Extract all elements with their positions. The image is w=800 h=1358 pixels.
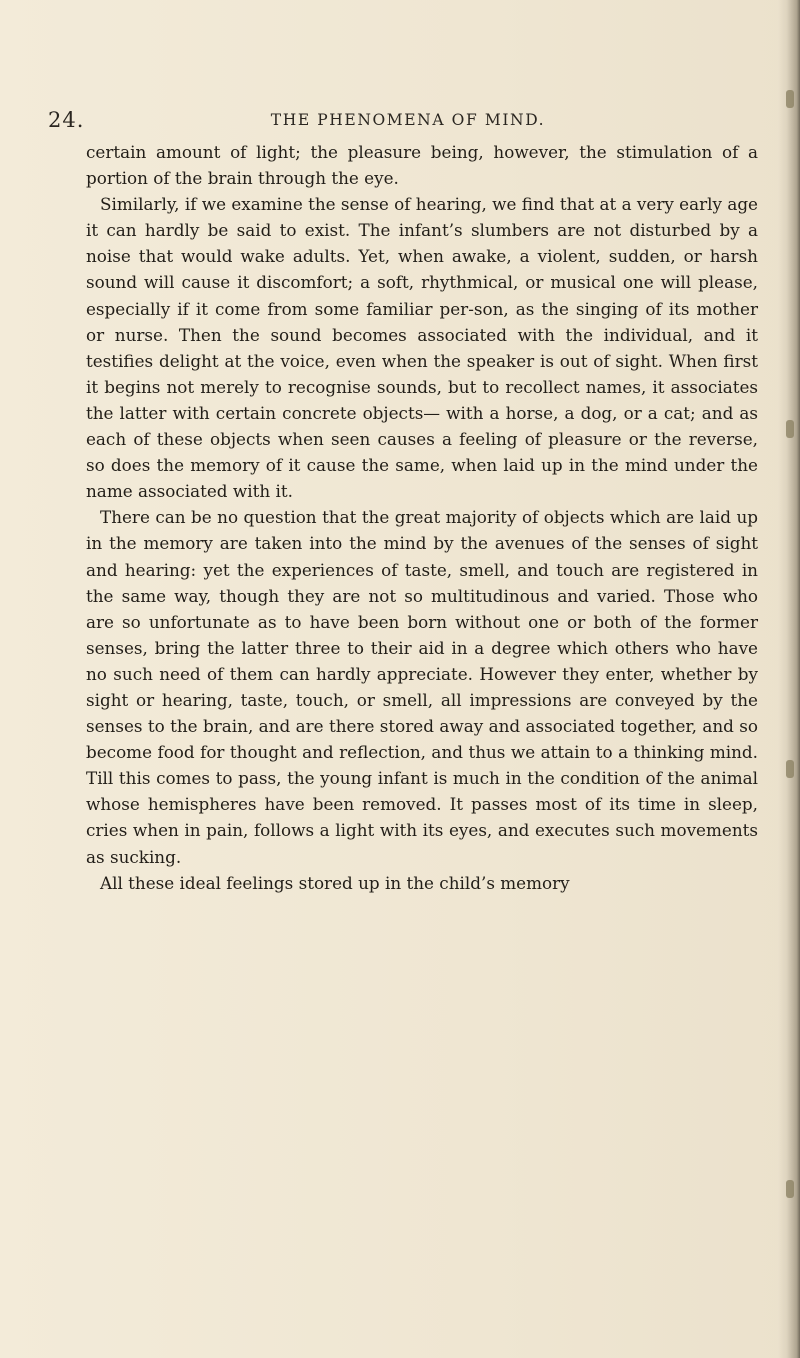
body-text — [86, 139, 758, 896]
gutter-mark — [786, 90, 794, 108]
page-header — [48, 108, 768, 134]
page-gutter-shadow — [778, 0, 800, 1358]
page-number: 24. — [48, 108, 85, 132]
gutter-mark — [786, 420, 794, 438]
gutter-mark — [786, 760, 794, 778]
running-head: THE PHENOMENA OF MIND. — [270, 111, 546, 129]
paragraph: certain amount of light; the pleasure being, however, the stimulation of a portion of the brain through the eye. — [86, 142, 758, 189]
paragraph: There can be no question that the great majority of objects which are laid up in the memory are taken into the mind by the avenues of the senses of sight and hearing: yet the experiences of taste, smell, and touch are registered in the same way, though they are not so multitudinous and varied. Those who are so unfortunate as to have been born without one or both of the former senses, bring the latter three to their aid in a degree which others who have no such need of them can hardly appreciate. However they enter, whether by sight or hearing, taste, touch, or smell, all impressions are conveyed by the senses to the brain, and are there stored away and associated together, and so become food for thought and reflection, and thus we attain to a thinking mind. Till this comes to pass, the young infant is much in the condition of the animal whose hemispheres have been removed. It passes most of its time in sleep, cries when in pain, follows a light with its eyes, and executes such movements as sucking. — [86, 507, 758, 867]
paragraph: Similarly, if we examine the sense of hearing, we find that at a very early age it can hardly be said to exist. The infant’s slumbers are not disturbed by a noise that would wake adults. Yet, when awake, a violent, sudden, or harsh sound will cause it discomfort; a soft, rhythmical, or musical one will please, especially if it come from some familiar per-son, as the singing of its mother or nurse. Then the sound becomes associated with the individual, and it testifies delight at the voice, even when the speaker is out of sight. When first it begins not merely to recognise sounds, but to recollect names, it associates the latter with certain concrete objects— with a horse, a dog, or a cat; and as each of these objects when seen causes a feeling of pleasure or the reverse, so does the memory of it cause the same, when laid up in the mind under the name associated with it. — [86, 194, 758, 502]
gutter-mark — [786, 1180, 794, 1198]
paragraph: All these ideal feelings stored up in the child’s memory — [100, 872, 570, 893]
